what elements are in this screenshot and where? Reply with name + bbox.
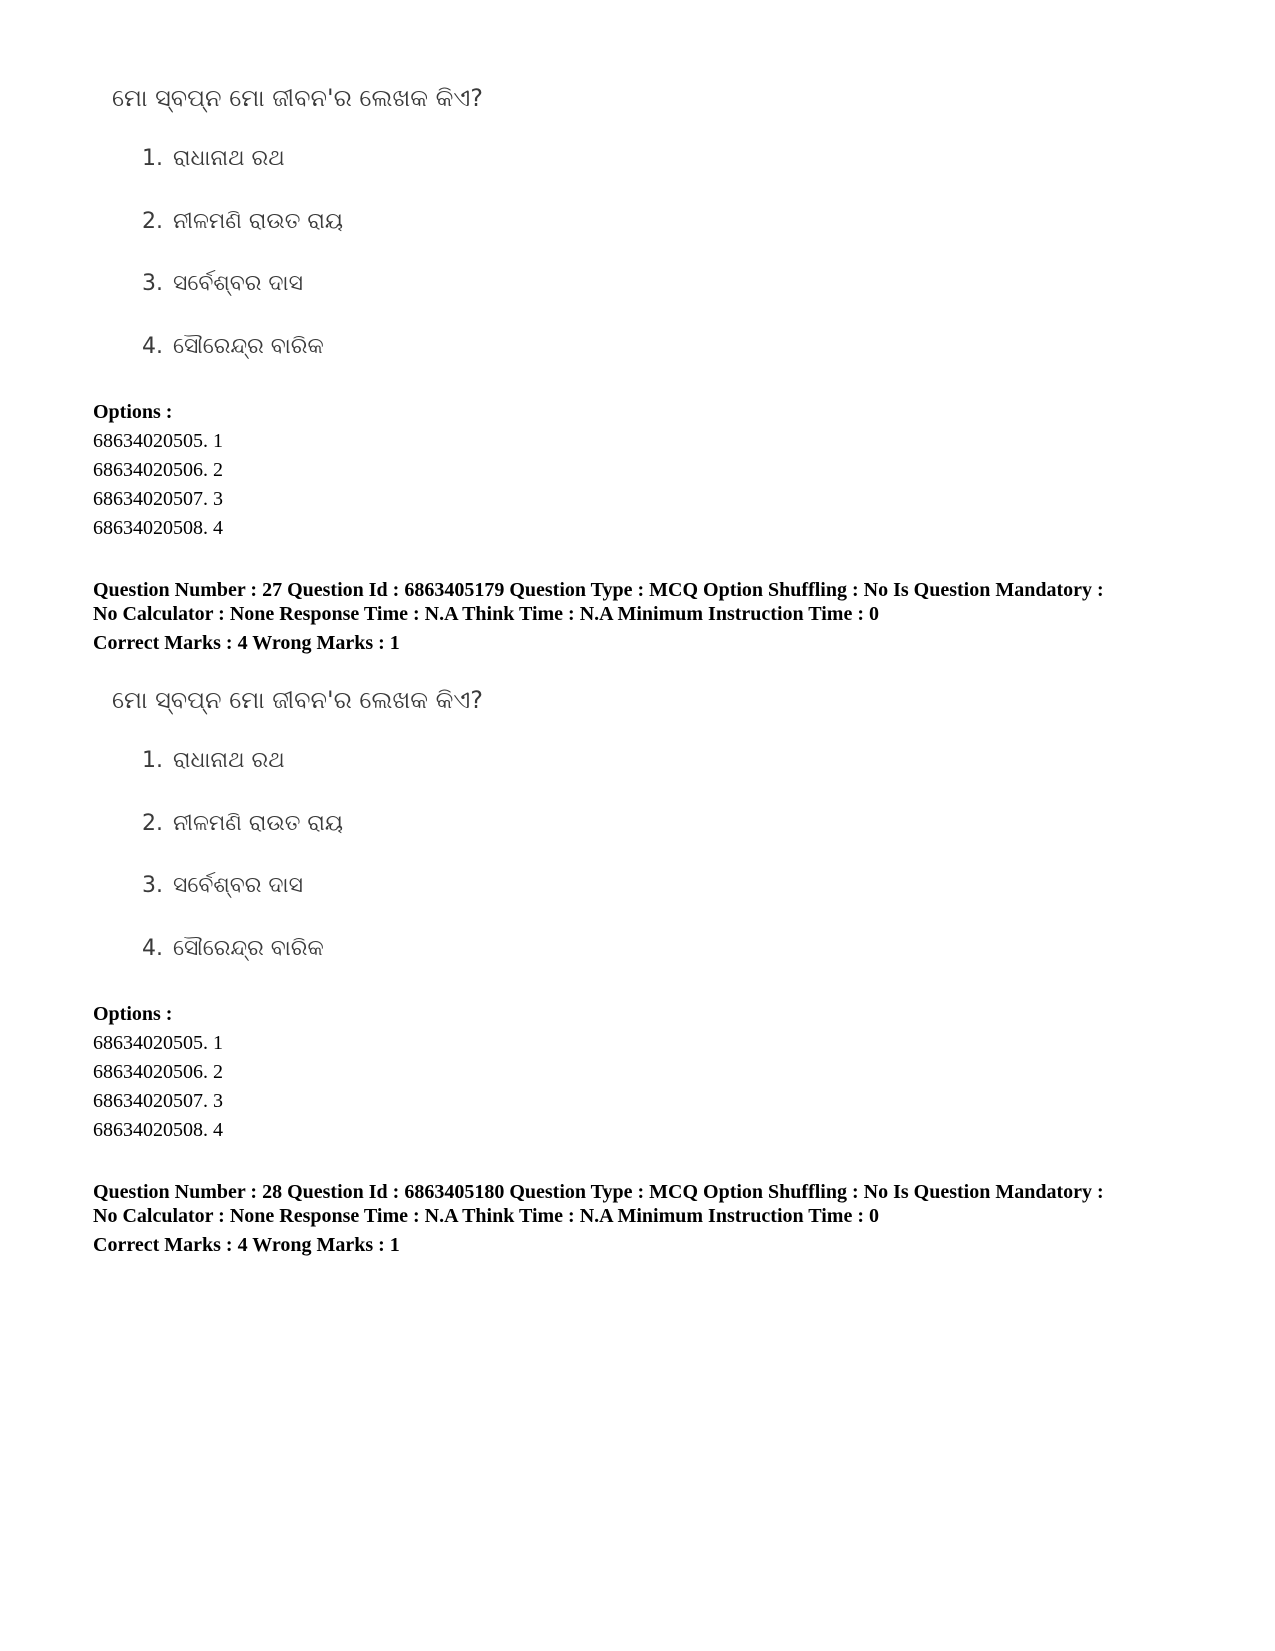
choice-number: 1.	[142, 748, 163, 773]
question-image-block-1	[112, 84, 532, 374]
question-choice-4	[142, 936, 324, 961]
question-image-block-2	[112, 686, 532, 976]
question-choice-2	[142, 811, 343, 836]
question-header-27	[93, 578, 1213, 655]
option-line: 68634020507. 3	[93, 488, 223, 510]
choice-number: 2.	[142, 811, 163, 836]
option-line: 68634020506. 2	[93, 1061, 223, 1083]
option-line: 68634020505. 1	[93, 1032, 223, 1054]
question-choice-2	[142, 209, 343, 234]
choice-number: 2.	[142, 209, 163, 234]
option-line: 68634020508. 4	[93, 517, 223, 539]
choice-text: ରାଧାନାଥ ରଥ	[173, 748, 285, 773]
question-meta-line: Question Number : 27 Question Id : 6863405179 Question Type : MCQ Option Shuffling : No Is Question Mandatory :	[93, 579, 1104, 601]
choice-text: ସୌରେନ୍ଦ୍ର ବାରିକ	[173, 334, 324, 359]
question-meta-line: Question Number : 28 Question Id : 6863405180 Question Type : MCQ Option Shuffling : No Is Question Mandatory :	[93, 1181, 1104, 1203]
question-choice-1	[142, 748, 285, 773]
question-text: ମୋ ସ୍ବପ୍ନ ମୋ ଜୀବନ'ର ଲେଖକ କିଏ?	[112, 84, 483, 112]
question-choice-4	[142, 334, 324, 359]
option-line: 68634020506. 2	[93, 459, 223, 481]
marks-line: Correct Marks : 4 Wrong Marks : 1	[93, 1234, 400, 1256]
options-heading: Options :	[93, 401, 173, 423]
options-block-2	[93, 1000, 493, 1145]
option-line: 68634020508. 4	[93, 1119, 223, 1141]
question-header-28	[93, 1180, 1213, 1257]
choice-number: 4.	[142, 334, 163, 359]
options-block-1	[93, 398, 493, 543]
choice-number: 1.	[142, 146, 163, 171]
question-meta-line: No Calculator : None Response Time : N.A Think Time : N.A Minimum Instruction Time : 0	[93, 603, 879, 625]
choice-number: 3.	[142, 271, 163, 296]
option-line: 68634020507. 3	[93, 1090, 223, 1112]
question-choice-3	[142, 873, 303, 898]
choice-number: 4.	[142, 936, 163, 961]
choice-text: ସର୍ବେଶ୍ବର ଦାସ	[173, 873, 303, 898]
option-line: 68634020505. 1	[93, 430, 223, 452]
choice-text: ନୀଳମଣି ରାଉତ ରାୟ	[173, 209, 344, 234]
question-meta-line: No Calculator : None Response Time : N.A Think Time : N.A Minimum Instruction Time : 0	[93, 1205, 879, 1227]
choice-text: ନୀଳମଣି ରାଉତ ରାୟ	[173, 811, 344, 836]
choice-text: ସର୍ବେଶ୍ବର ଦାସ	[173, 271, 303, 296]
choice-number: 3.	[142, 873, 163, 898]
choice-text: ସୌରେନ୍ଦ୍ର ବାରିକ	[173, 936, 324, 961]
options-heading: Options :	[93, 1003, 173, 1025]
question-choice-1	[142, 146, 285, 171]
question-text: ମୋ ସ୍ବପ୍ନ ମୋ ଜୀବନ'ର ଲେଖକ କିଏ?	[112, 686, 483, 714]
choice-text: ରାଧାନାଥ ରଥ	[173, 146, 285, 171]
marks-line: Correct Marks : 4 Wrong Marks : 1	[93, 632, 400, 654]
question-choice-3	[142, 271, 303, 296]
